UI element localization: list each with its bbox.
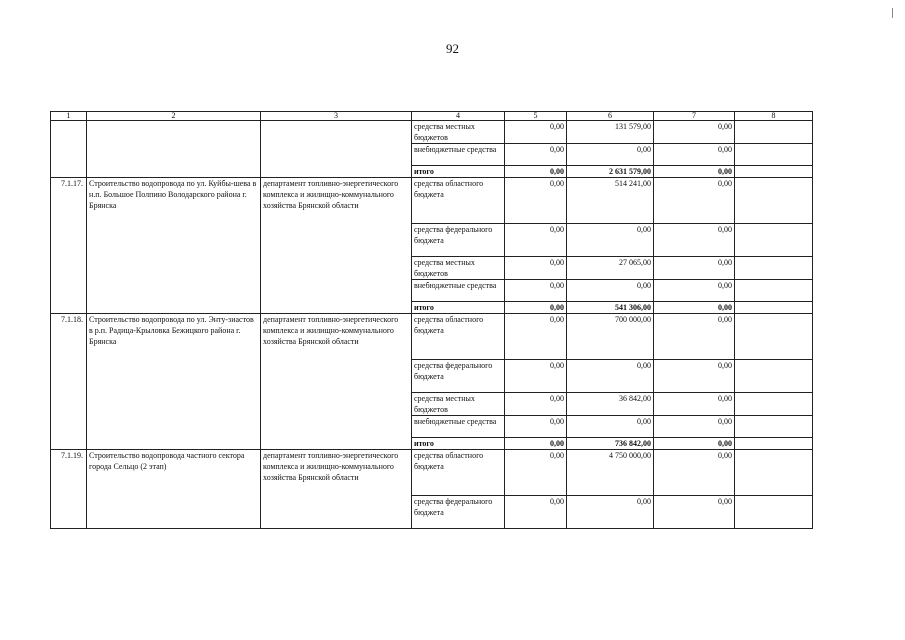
value-col7: 0,00 — [654, 302, 735, 314]
value-col6: 0,00 — [567, 416, 654, 438]
value-col8 — [735, 144, 813, 166]
item-name: Строительство водопровода по ул. Энту-зиастов в р.п. Радица-Крыловка Бежицкого района г. Брянска — [87, 314, 261, 450]
funding-source: средства местных бюджетов — [412, 393, 505, 416]
column-header: 5 — [505, 112, 567, 121]
funding-source: средства местных бюджетов — [412, 121, 505, 144]
funding-source: средства областного бюджета — [412, 450, 505, 496]
value-col5: 0,00 — [505, 166, 567, 178]
funding-source: внебюджетные средства — [412, 144, 505, 166]
table-body — [51, 121, 813, 529]
value-col6: 0,00 — [567, 224, 654, 257]
value-col6: 4 750 000,00 — [567, 450, 654, 496]
item-code: 7.1.18. — [51, 314, 87, 450]
value-col6: 736 842,00 — [567, 438, 654, 450]
value-col6: 0,00 — [567, 144, 654, 166]
responsible-dept: департамент топливно-энергетического комплекса и жилищно-коммунального хозяйства Брянской области — [261, 314, 412, 450]
table-row — [51, 314, 813, 360]
value-col8 — [735, 166, 813, 178]
value-col8 — [735, 224, 813, 257]
column-header: 2 — [87, 112, 261, 121]
funding-source: итого — [412, 166, 505, 178]
value-col7: 0,00 — [654, 178, 735, 224]
funding-source: средства областного бюджета — [412, 178, 505, 224]
budget-table — [50, 111, 813, 529]
value-col7: 0,00 — [654, 280, 735, 302]
table-row — [51, 450, 813, 496]
item-code — [51, 121, 87, 178]
item-name — [87, 121, 261, 178]
value-col8 — [735, 280, 813, 302]
item-name: Строительство водопровода по ул. Куйбы-шева в н.п. Большое Полпино Володарского района г. Брянска — [87, 178, 261, 314]
table-row — [51, 121, 813, 144]
column-header: 4 — [412, 112, 505, 121]
value-col6: 514 241,00 — [567, 178, 654, 224]
value-col7: 0,00 — [654, 314, 735, 360]
value-col7: 0,00 — [654, 416, 735, 438]
value-col6: 36 842,00 — [567, 393, 654, 416]
responsible-dept — [261, 121, 412, 178]
item-name: Строительство водопровода частного сектора города Сельцо (2 этап) — [87, 450, 261, 529]
value-col5: 0,00 — [505, 224, 567, 257]
value-col6: 0,00 — [567, 360, 654, 393]
value-col6: 0,00 — [567, 496, 654, 529]
funding-source: внебюджетные средства — [412, 280, 505, 302]
value-col8 — [735, 302, 813, 314]
value-col5: 0,00 — [505, 496, 567, 529]
value-col5: 0,00 — [505, 314, 567, 360]
value-col7: 0,00 — [654, 257, 735, 280]
funding-source: итого — [412, 302, 505, 314]
value-col7: 0,00 — [654, 144, 735, 166]
funding-source: средства федерального бюджета — [412, 224, 505, 257]
funding-source: средства областного бюджета — [412, 314, 505, 360]
value-col8 — [735, 314, 813, 360]
column-header: 8 — [735, 112, 813, 121]
value-col5: 0,00 — [505, 302, 567, 314]
value-col5: 0,00 — [505, 450, 567, 496]
value-col8 — [735, 360, 813, 393]
funding-source: средства федерального бюджета — [412, 496, 505, 529]
responsible-dept: департамент топливно-энергетического комплекса и жилищно-коммунального хозяйства Брянской области — [261, 178, 412, 314]
value-col5: 0,00 — [505, 144, 567, 166]
value-col8 — [735, 416, 813, 438]
value-col6: 541 306,00 — [567, 302, 654, 314]
value-col6: 131 579,00 — [567, 121, 654, 144]
column-header: 6 — [567, 112, 654, 121]
funding-source: итого — [412, 438, 505, 450]
value-col5: 0,00 — [505, 393, 567, 416]
value-col5: 0,00 — [505, 438, 567, 450]
value-col5: 0,00 — [505, 280, 567, 302]
value-col5: 0,00 — [505, 121, 567, 144]
value-col6: 2 631 579,00 — [567, 166, 654, 178]
value-col5: 0,00 — [505, 360, 567, 393]
value-col8 — [735, 257, 813, 280]
value-col7: 0,00 — [654, 438, 735, 450]
column-header: 1 — [51, 112, 87, 121]
value-col8 — [735, 496, 813, 529]
value-col8 — [735, 178, 813, 224]
value-col7: 0,00 — [654, 224, 735, 257]
funding-source: средства местных бюджетов — [412, 257, 505, 280]
value-col5: 0,00 — [505, 178, 567, 224]
table-row — [51, 178, 813, 224]
value-col7: 0,00 — [654, 393, 735, 416]
value-col5: 0,00 — [505, 416, 567, 438]
value-col7: 0,00 — [654, 496, 735, 529]
item-code: 7.1.19. — [51, 450, 87, 529]
value-col7: 0,00 — [654, 450, 735, 496]
value-col6: 700 000,00 — [567, 314, 654, 360]
column-header: 3 — [261, 112, 412, 121]
responsible-dept: департамент топливно-энергетического комплекса и жилищно-коммунального хозяйства Брянской области — [261, 450, 412, 529]
value-col8 — [735, 393, 813, 416]
value-col8 — [735, 450, 813, 496]
value-col7: 0,00 — [654, 121, 735, 144]
item-code: 7.1.17. — [51, 178, 87, 314]
value-col7: 0,00 — [654, 166, 735, 178]
page-number: 92 — [446, 41, 459, 56]
scan-mark — [892, 8, 893, 18]
value-col6: 0,00 — [567, 280, 654, 302]
value-col6: 27 065,00 — [567, 257, 654, 280]
value-col8 — [735, 121, 813, 144]
header-row — [51, 112, 813, 121]
column-header: 7 — [654, 112, 735, 121]
value-col8 — [735, 438, 813, 450]
funding-source: внебюджетные средства — [412, 416, 505, 438]
value-col5: 0,00 — [505, 257, 567, 280]
funding-source: средства федерального бюджета — [412, 360, 505, 393]
value-col7: 0,00 — [654, 360, 735, 393]
